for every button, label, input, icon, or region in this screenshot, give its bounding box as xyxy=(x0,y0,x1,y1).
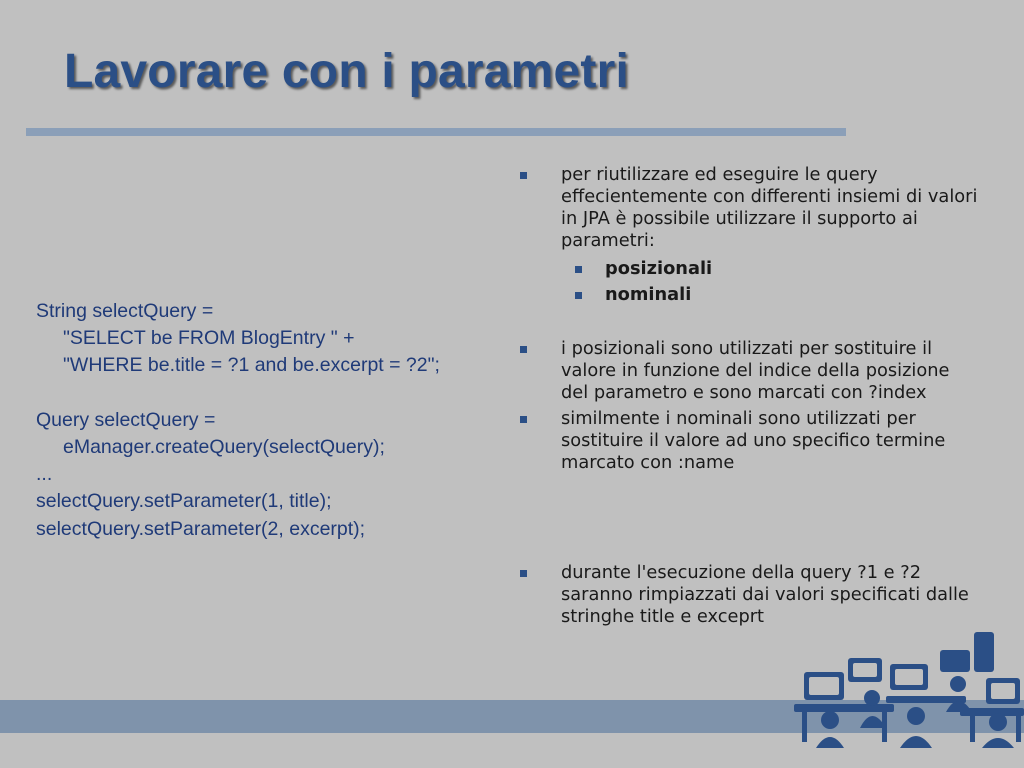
code-line xyxy=(36,380,516,407)
code-line: selectQuery.setParameter(2, excerpt); xyxy=(36,517,366,540)
sub-bullet-text: posizionali xyxy=(605,258,713,279)
bullet-text: i posizionali sono utilizzati per sostituire il valore in funzione del indice della posizione del parametro e sono marcati con ?index xyxy=(561,338,950,403)
bullet-item xyxy=(520,338,980,404)
bullet-item xyxy=(520,164,980,252)
code-line: "SELECT be FROM BlogEntry " + xyxy=(63,327,355,350)
people-at-computers-icon xyxy=(790,628,1024,748)
code-line: String selectQuery = xyxy=(36,300,214,322)
code-line: "WHERE be.title = ?1 and be.excerpt = ?2"; xyxy=(63,354,440,377)
bullet-text: durante l'esecuzione della query ?1 e ?2 saranno rimpiazzati dai valori specificati dalle stringhe title e exceprt xyxy=(561,562,969,627)
square-bullet-icon xyxy=(520,416,527,423)
sub-bullet-item xyxy=(520,258,980,280)
bullet-item xyxy=(520,562,980,628)
code-block xyxy=(36,298,516,543)
square-bullet-icon xyxy=(520,570,527,577)
square-bullet-icon xyxy=(520,172,527,179)
code-line: eManager.createQuery(selectQuery); xyxy=(63,435,385,458)
code-line: selectQuery.setParameter(1, title); xyxy=(36,490,332,513)
sub-bullet-text: nominali xyxy=(605,284,692,305)
bullet-item xyxy=(520,408,980,474)
sub-bullet-item xyxy=(520,284,980,306)
bullet-list xyxy=(520,164,980,628)
code-line: Query selectQuery = xyxy=(36,408,216,431)
bullet-text: similmente i nominali sono utilizzati per sostituire il valore ad uno specifico termine marcato con :name xyxy=(561,408,946,473)
bullet-text: per riutilizzare ed eseguire le query effecientemente con differenti insiemi di valori in JPA è possibile utilizzare il supporto ai parametri: xyxy=(561,164,978,251)
title-underline xyxy=(26,128,846,136)
square-bullet-icon xyxy=(520,346,527,353)
square-bullet-icon xyxy=(575,266,582,273)
slide-title: Lavorare con i parametri xyxy=(64,45,630,98)
code-line: ... xyxy=(36,463,53,486)
square-bullet-icon xyxy=(575,292,582,299)
